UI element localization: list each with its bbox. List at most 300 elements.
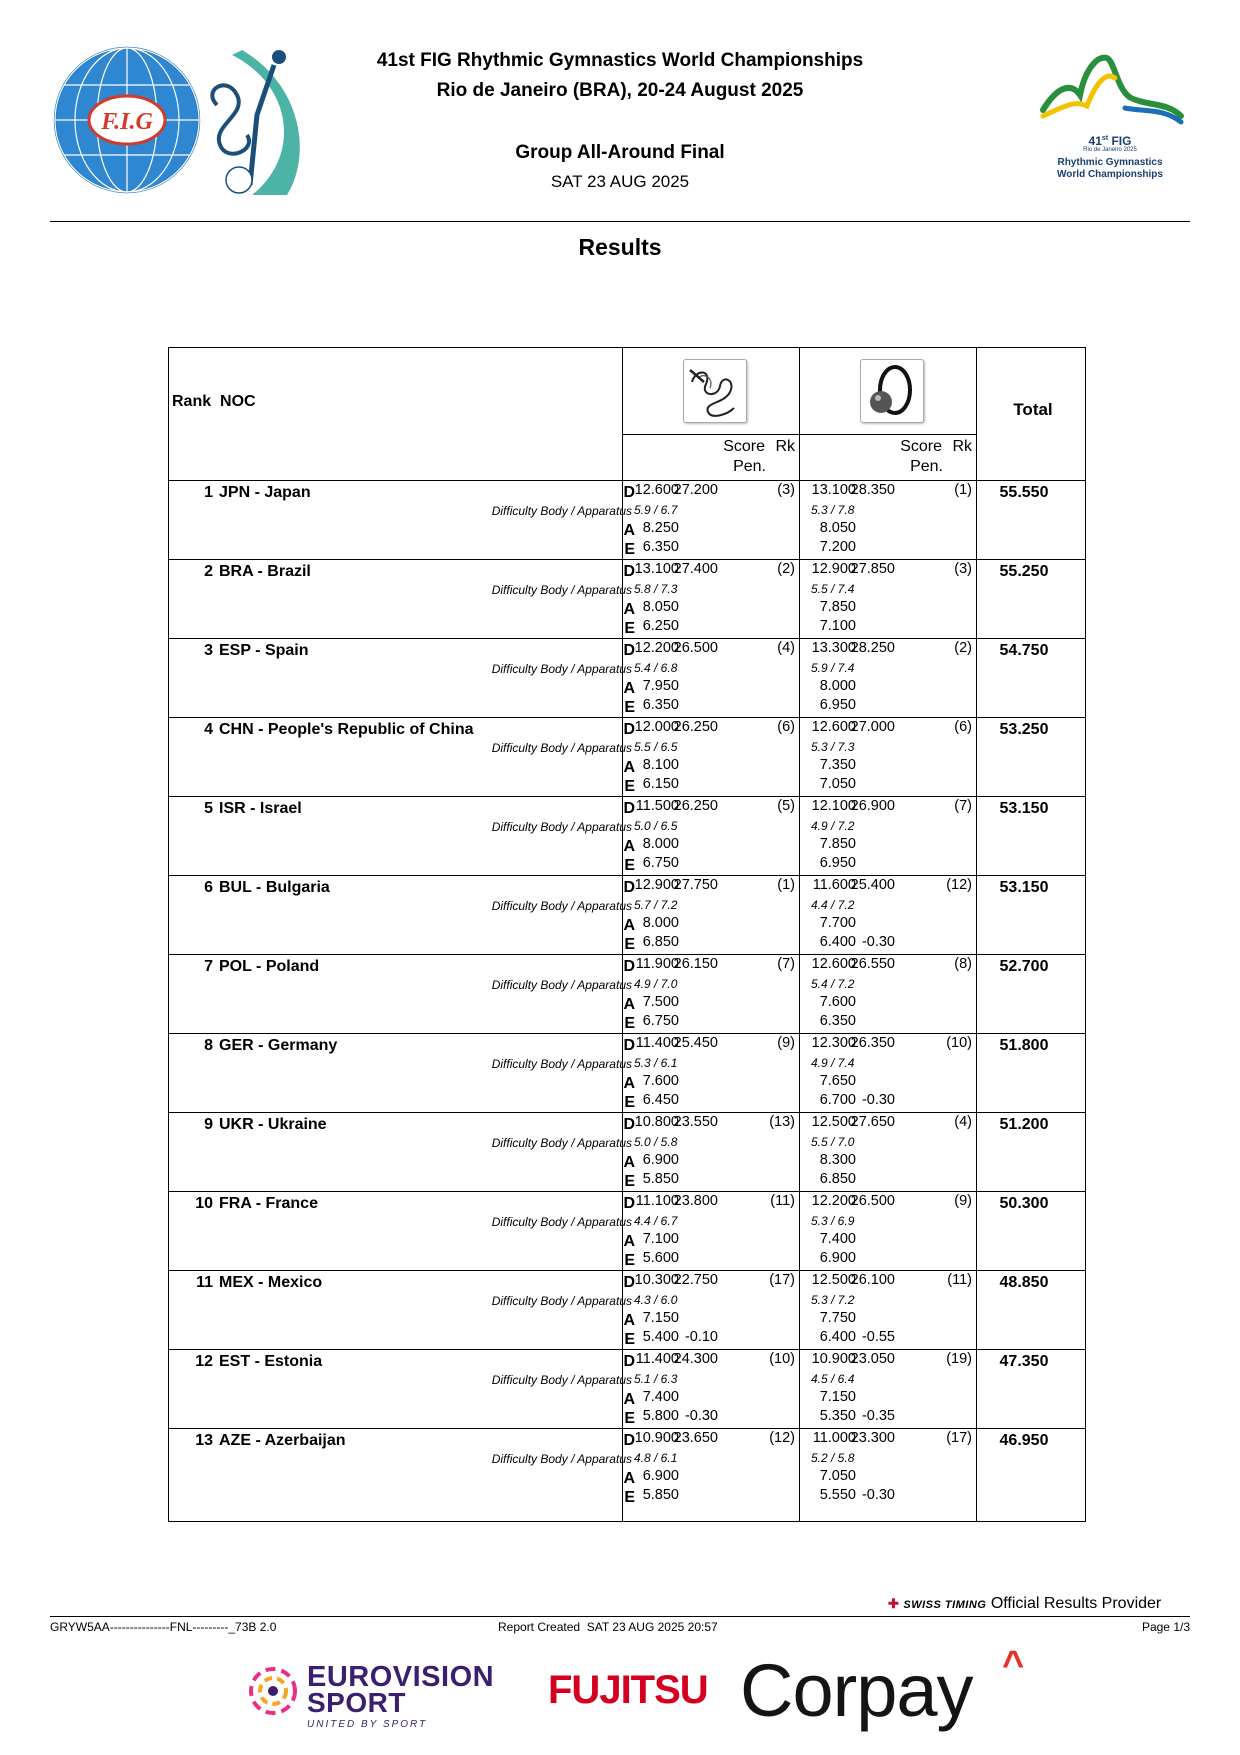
app1-score: 22.750 bbox=[673, 1272, 718, 1288]
rank: 10 bbox=[195, 1195, 213, 1212]
app2-d-score: 12.300 bbox=[811, 1035, 856, 1051]
app2-d-score: 12.900 bbox=[811, 561, 856, 577]
label-difficulty: Difficulty Body / Apparatus bbox=[491, 899, 632, 913]
label-difficulty: Difficulty Body / Apparatus bbox=[491, 504, 632, 518]
table-row bbox=[169, 1428, 1085, 1508]
ball-hoop-icon bbox=[860, 359, 924, 423]
label-e: E bbox=[624, 620, 635, 637]
app1-difficulty-body-apparatus: 5.0 / 5.8 bbox=[634, 1135, 678, 1149]
label-d: D bbox=[623, 1195, 635, 1212]
app1-e-score: 6.750 bbox=[642, 1013, 679, 1029]
app2-penalty: -0.30 bbox=[861, 1487, 895, 1503]
label-e: E bbox=[624, 699, 635, 716]
app2-score: 27.000 bbox=[850, 719, 895, 735]
app1-e-score: 5.800 bbox=[642, 1408, 679, 1424]
app2-d-score: 13.300 bbox=[811, 640, 856, 656]
app2-e-score: 6.900 bbox=[819, 1250, 856, 1266]
label-e: E bbox=[624, 857, 635, 874]
app2-score: 27.650 bbox=[850, 1114, 895, 1130]
app2-rank: (12) bbox=[946, 877, 972, 893]
app2-difficulty-body-apparatus: 4.9 / 7.4 bbox=[811, 1056, 855, 1070]
noc: POL - Poland bbox=[219, 958, 320, 975]
app1-rank: (4) bbox=[777, 640, 795, 656]
corpay-caret-icon: ^ bbox=[1002, 1644, 1024, 1686]
provider-text: Official Results Provider bbox=[990, 1595, 1162, 1612]
label-e: E bbox=[624, 1410, 635, 1427]
app1-difficulty-body-apparatus: 5.0 / 6.5 bbox=[634, 819, 678, 833]
total: 55.550 bbox=[999, 484, 1049, 501]
app1-rank: (2) bbox=[777, 561, 795, 577]
label-d: D bbox=[623, 1274, 635, 1291]
app1-score: 25.450 bbox=[673, 1035, 718, 1051]
label-e: E bbox=[624, 936, 635, 953]
label-e: E bbox=[624, 541, 635, 558]
app1-rank: (10) bbox=[769, 1351, 795, 1367]
subheader-divider bbox=[622, 434, 976, 435]
label-e: E bbox=[624, 1252, 635, 1269]
app1-score: 27.200 bbox=[673, 482, 718, 498]
app2-a-score: 7.350 bbox=[819, 757, 856, 773]
total: 54.750 bbox=[999, 642, 1049, 659]
app1-rank: (17) bbox=[769, 1272, 795, 1288]
noc: AZE - Azerbaijan bbox=[219, 1432, 346, 1449]
header-total: Total bbox=[1013, 400, 1053, 419]
sponsor-corpay bbox=[740, 1644, 1024, 1733]
app2-difficulty-body-apparatus: 5.9 / 7.4 bbox=[811, 661, 855, 675]
table-row bbox=[169, 954, 1085, 1034]
app1-e-score: 6.450 bbox=[642, 1092, 679, 1108]
app2-rank: (8) bbox=[954, 956, 972, 972]
app1-e-score: 6.150 bbox=[642, 776, 679, 792]
label-a: A bbox=[623, 1312, 635, 1329]
app1-difficulty-body-apparatus: 5.7 / 7.2 bbox=[634, 898, 678, 912]
app2-a-score: 8.300 bbox=[819, 1152, 856, 1168]
app1-a-score: 8.000 bbox=[642, 915, 679, 931]
rank: 2 bbox=[204, 563, 213, 580]
app1-d-score: 11.400 bbox=[635, 1035, 679, 1051]
app2-difficulty-body-apparatus: 5.2 / 5.8 bbox=[811, 1451, 855, 1465]
app1-difficulty-body-apparatus: 5.1 / 6.3 bbox=[634, 1372, 678, 1386]
sponsor1-line1: EUROVISION bbox=[307, 1661, 495, 1693]
sponsor-fujitsu: FUJITSU bbox=[548, 1668, 708, 1712]
app1-rank: (9) bbox=[777, 1035, 795, 1051]
label-a: A bbox=[623, 1391, 635, 1408]
event-logo-line-1: Rhythmic Gymnastics bbox=[1057, 157, 1163, 168]
app1-rank: (3) bbox=[777, 482, 795, 498]
app1-d-score: 13.100 bbox=[634, 561, 679, 577]
sponsor1-line2: SPORT bbox=[307, 1687, 406, 1718]
app2-e-score: 5.550 bbox=[819, 1487, 856, 1503]
app1-d-score: 12.200 bbox=[634, 640, 679, 656]
label-e: E bbox=[624, 778, 635, 795]
app1-d-score: 10.800 bbox=[634, 1114, 679, 1130]
eurovision-heart-icon bbox=[245, 1663, 301, 1719]
noc: JPN - Japan bbox=[219, 484, 311, 501]
total: 47.350 bbox=[999, 1353, 1049, 1370]
app2-score: 28.350 bbox=[850, 482, 895, 498]
swiss-timing-brand: SWISS TIMING bbox=[903, 1599, 987, 1611]
noc: FRA - France bbox=[219, 1195, 318, 1212]
app2-score: 23.300 bbox=[850, 1430, 895, 1446]
label-d: D bbox=[623, 484, 635, 501]
label-difficulty: Difficulty Body / Apparatus bbox=[491, 1057, 632, 1071]
label-a: A bbox=[623, 1154, 635, 1171]
app1-d-score: 11.500 bbox=[635, 798, 679, 814]
total: 48.850 bbox=[999, 1274, 1049, 1291]
app2-score: 25.400 bbox=[850, 877, 895, 893]
app2-a-score: 7.600 bbox=[819, 994, 856, 1010]
app2-penalty: -0.55 bbox=[861, 1329, 895, 1345]
app1-a-score: 6.900 bbox=[642, 1468, 679, 1484]
label-d: D bbox=[623, 721, 635, 738]
app2-e-score: 7.050 bbox=[819, 776, 856, 792]
app1-e-score: 6.350 bbox=[642, 539, 679, 555]
table-row bbox=[169, 717, 1085, 797]
app2-e-score: 6.850 bbox=[819, 1171, 856, 1187]
results-provider bbox=[888, 1595, 1161, 1613]
app2-e-score: 6.950 bbox=[819, 697, 856, 713]
app1-score: 26.250 bbox=[673, 798, 718, 814]
app1-score: 23.650 bbox=[673, 1430, 718, 1446]
app2-d-score: 12.100 bbox=[811, 798, 856, 814]
header-divider bbox=[50, 221, 1190, 222]
label-difficulty: Difficulty Body / Apparatus bbox=[491, 583, 632, 597]
app1-d-score: 12.000 bbox=[634, 719, 679, 735]
label-d: D bbox=[623, 800, 635, 817]
table-row bbox=[169, 559, 1085, 639]
app2-score: 27.850 bbox=[850, 561, 895, 577]
noc: UKR - Ukraine bbox=[219, 1116, 327, 1133]
app2-rank: (2) bbox=[954, 640, 972, 656]
sponsor-eurovision-sport bbox=[245, 1655, 505, 1735]
app1-penalty: -0.30 bbox=[684, 1408, 718, 1424]
app2-difficulty-body-apparatus: 4.9 / 7.2 bbox=[811, 819, 855, 833]
total: 51.800 bbox=[999, 1037, 1049, 1054]
app1-a-score: 8.100 bbox=[642, 757, 679, 773]
label-a: A bbox=[623, 838, 635, 855]
app2-d-score: 12.500 bbox=[811, 1114, 856, 1130]
label-d: D bbox=[623, 642, 635, 659]
rank: 4 bbox=[204, 721, 213, 738]
total: 50.300 bbox=[999, 1195, 1049, 1212]
header-rk-2: Rk bbox=[952, 438, 972, 455]
event-date: SAT 23 AUG 2025 bbox=[550, 172, 690, 191]
title-line-2: Rio de Janeiro (BRA), 20-24 August 2025 bbox=[436, 80, 804, 101]
label-difficulty: Difficulty Body / Apparatus bbox=[491, 662, 632, 676]
label-e: E bbox=[624, 1331, 635, 1348]
table-row bbox=[169, 796, 1085, 876]
app1-d-score: 12.900 bbox=[634, 877, 679, 893]
app2-d-score: 10.900 bbox=[811, 1351, 856, 1367]
label-d: D bbox=[623, 1037, 635, 1054]
table-row bbox=[169, 1112, 1085, 1192]
app1-d-score: 11.400 bbox=[635, 1351, 679, 1367]
app2-a-score: 8.000 bbox=[819, 678, 856, 694]
rank: 5 bbox=[204, 800, 213, 817]
event-logo bbox=[1035, 50, 1185, 190]
event-logo-city: Rio de Janeiro 2025 bbox=[1083, 147, 1137, 153]
app2-e-score: 6.950 bbox=[819, 855, 856, 871]
event-name: Group All-Around Final bbox=[515, 142, 725, 163]
label-a: A bbox=[623, 680, 635, 697]
app2-e-score: 7.100 bbox=[819, 618, 856, 634]
label-d: D bbox=[623, 1116, 635, 1133]
total: 53.150 bbox=[999, 879, 1049, 896]
app1-difficulty-body-apparatus: 4.3 / 6.0 bbox=[634, 1293, 678, 1307]
app1-a-score: 7.500 bbox=[642, 994, 679, 1010]
app2-difficulty-body-apparatus: 5.4 / 7.2 bbox=[811, 977, 855, 991]
app2-d-score: 11.600 bbox=[812, 877, 856, 893]
app2-rank: (10) bbox=[946, 1035, 972, 1051]
noc: EST - Estonia bbox=[219, 1353, 323, 1370]
app2-rank: (17) bbox=[946, 1430, 972, 1446]
label-a: A bbox=[623, 1075, 635, 1092]
sponsor1-tagline: UNITED BY SPORT bbox=[307, 1719, 428, 1730]
table-row bbox=[169, 638, 1085, 718]
noc: BRA - Brazil bbox=[219, 563, 311, 580]
app1-score: 26.500 bbox=[673, 640, 718, 656]
app2-score: 26.900 bbox=[850, 798, 895, 814]
table-row bbox=[169, 480, 1085, 560]
app1-score: 26.150 bbox=[673, 956, 718, 972]
label-difficulty: Difficulty Body / Apparatus bbox=[491, 1373, 632, 1387]
label-difficulty: Difficulty Body / Apparatus bbox=[491, 1294, 632, 1308]
app2-difficulty-body-apparatus: 5.3 / 7.3 bbox=[811, 740, 855, 754]
app2-difficulty-body-apparatus: 5.3 / 6.9 bbox=[811, 1214, 855, 1228]
app2-difficulty-body-apparatus: 5.3 / 7.8 bbox=[811, 503, 855, 517]
header-rank-noc: Rank NOC bbox=[172, 393, 256, 410]
label-d: D bbox=[623, 879, 635, 896]
app2-e-score: 6.400 bbox=[819, 934, 856, 950]
event-logo-line-2: World Championships bbox=[1057, 169, 1163, 180]
noc: ISR - Israel bbox=[219, 800, 302, 817]
app1-difficulty-body-apparatus: 5.9 / 6.7 bbox=[634, 503, 678, 517]
table-row bbox=[169, 1191, 1085, 1271]
label-e: E bbox=[624, 1489, 635, 1506]
app2-score: 26.100 bbox=[850, 1272, 895, 1288]
app2-d-score: 13.100 bbox=[811, 482, 856, 498]
table-row bbox=[169, 1349, 1085, 1429]
app2-d-score: 12.200 bbox=[811, 1193, 856, 1209]
footer-divider bbox=[50, 1616, 1190, 1617]
app1-difficulty-body-apparatus: 5.4 / 6.8 bbox=[634, 661, 678, 675]
app1-e-score: 5.850 bbox=[642, 1171, 679, 1187]
rank: 3 bbox=[204, 642, 213, 659]
app1-rank: (6) bbox=[777, 719, 795, 735]
app1-e-score: 5.600 bbox=[642, 1250, 679, 1266]
app1-rank: (7) bbox=[777, 956, 795, 972]
app1-rank: (12) bbox=[769, 1430, 795, 1446]
label-d: D bbox=[623, 958, 635, 975]
rank: 9 bbox=[204, 1116, 213, 1133]
app2-rank: (7) bbox=[954, 798, 972, 814]
rank: 12 bbox=[195, 1353, 213, 1370]
app2-a-score: 7.400 bbox=[819, 1231, 856, 1247]
app1-rank: (1) bbox=[777, 877, 795, 893]
app1-a-score: 7.600 bbox=[642, 1073, 679, 1089]
app1-a-score: 6.900 bbox=[642, 1152, 679, 1168]
event-logo-edition: 41st FIG bbox=[1088, 134, 1132, 148]
app2-a-score: 7.850 bbox=[819, 599, 856, 615]
noc: GER - Germany bbox=[219, 1037, 338, 1054]
app2-a-score: 8.050 bbox=[819, 520, 856, 536]
app2-score: 23.050 bbox=[850, 1351, 895, 1367]
app1-e-score: 6.850 bbox=[642, 934, 679, 950]
app2-score: 26.500 bbox=[850, 1193, 895, 1209]
app1-score: 24.300 bbox=[673, 1351, 718, 1367]
app1-score: 23.800 bbox=[673, 1193, 718, 1209]
swiss-timing-mark-icon: ✚ bbox=[888, 1596, 899, 1611]
app1-a-score: 7.100 bbox=[642, 1231, 679, 1247]
total: 53.150 bbox=[999, 800, 1049, 817]
app1-difficulty-body-apparatus: 5.3 / 6.1 bbox=[634, 1056, 678, 1070]
label-difficulty: Difficulty Body / Apparatus bbox=[491, 1452, 632, 1466]
table-row bbox=[169, 875, 1085, 955]
rank: 7 bbox=[204, 958, 213, 975]
app2-e-score: 7.200 bbox=[819, 539, 856, 555]
app2-penalty: -0.35 bbox=[861, 1408, 895, 1424]
rank: 8 bbox=[204, 1037, 213, 1054]
app1-a-score: 7.400 bbox=[642, 1389, 679, 1405]
header-pen-2: Pen. bbox=[910, 458, 943, 475]
label-d: D bbox=[623, 1432, 635, 1449]
app1-a-score: 7.950 bbox=[642, 678, 679, 694]
label-a: A bbox=[623, 522, 635, 539]
app2-a-score: 7.650 bbox=[819, 1073, 856, 1089]
app1-score: 23.550 bbox=[673, 1114, 718, 1130]
app1-e-score: 5.400 bbox=[642, 1329, 679, 1345]
label-a: A bbox=[623, 1233, 635, 1250]
app1-e-score: 6.250 bbox=[642, 618, 679, 634]
label-difficulty: Difficulty Body / Apparatus bbox=[491, 1215, 632, 1229]
app2-d-score: 12.500 bbox=[811, 1272, 856, 1288]
page-number: Page 1/3 bbox=[1141, 1620, 1190, 1634]
app1-d-score: 11.100 bbox=[635, 1193, 679, 1209]
app1-d-score: 10.300 bbox=[634, 1272, 679, 1288]
app2-rank: (11) bbox=[947, 1272, 972, 1288]
app2-a-score: 7.050 bbox=[819, 1468, 856, 1484]
rank: 6 bbox=[204, 879, 213, 896]
table-row bbox=[169, 1270, 1085, 1350]
app1-score: 27.400 bbox=[673, 561, 718, 577]
label-a: A bbox=[623, 917, 635, 934]
label-a: A bbox=[623, 1470, 635, 1487]
noc: ESP - Spain bbox=[219, 642, 309, 659]
app2-penalty: -0.30 bbox=[861, 934, 895, 950]
app2-rank: (3) bbox=[954, 561, 972, 577]
rank: 11 bbox=[196, 1274, 213, 1291]
header-rk-1: Rk bbox=[775, 438, 795, 455]
app1-d-score: 11.900 bbox=[635, 956, 679, 972]
app1-e-score: 6.750 bbox=[642, 855, 679, 871]
app1-difficulty-body-apparatus: 5.8 / 7.3 bbox=[634, 582, 678, 596]
label-difficulty: Difficulty Body / Apparatus bbox=[491, 820, 632, 834]
sugarloaf-logo-icon bbox=[1035, 50, 1185, 126]
rank: 1 bbox=[204, 484, 213, 501]
total: 55.250 bbox=[999, 563, 1049, 580]
app2-difficulty-body-apparatus: 4.5 / 6.4 bbox=[811, 1372, 855, 1386]
app2-a-score: 7.700 bbox=[819, 915, 856, 931]
app2-difficulty-body-apparatus: 5.5 / 7.0 bbox=[811, 1135, 855, 1149]
app2-e-score: 5.350 bbox=[819, 1408, 856, 1424]
app2-d-score: 12.600 bbox=[811, 719, 856, 735]
total: 52.700 bbox=[999, 958, 1049, 975]
header-pen-1: Pen. bbox=[733, 458, 766, 475]
app1-a-score: 8.000 bbox=[642, 836, 679, 852]
label-e: E bbox=[624, 1015, 635, 1032]
results-table bbox=[168, 347, 1086, 1522]
app1-difficulty-body-apparatus: 5.5 / 6.5 bbox=[634, 740, 678, 754]
app1-a-score: 7.150 bbox=[642, 1310, 679, 1326]
app2-d-score: 12.600 bbox=[811, 956, 856, 972]
app1-difficulty-body-apparatus: 4.8 / 6.1 bbox=[634, 1451, 678, 1465]
label-d: D bbox=[623, 1353, 635, 1370]
app2-e-score: 6.350 bbox=[819, 1013, 856, 1029]
app1-rank: (13) bbox=[769, 1114, 795, 1130]
app2-score: 26.350 bbox=[850, 1035, 895, 1051]
app1-difficulty-body-apparatus: 4.4 / 6.7 bbox=[634, 1214, 678, 1228]
label-e: E bbox=[624, 1094, 635, 1111]
label-a: A bbox=[623, 601, 635, 618]
app2-rank: (9) bbox=[954, 1193, 972, 1209]
header-score-1: Score bbox=[723, 438, 765, 455]
app2-a-score: 7.850 bbox=[819, 836, 856, 852]
app1-d-score: 10.900 bbox=[634, 1430, 679, 1446]
app1-score: 27.750 bbox=[673, 877, 718, 893]
app2-a-score: 7.150 bbox=[819, 1389, 856, 1405]
document-code: GRYW5AA---------------FNL---------_73B 2.0 bbox=[50, 1620, 277, 1634]
app1-rank: (11) bbox=[770, 1193, 795, 1209]
label-difficulty: Difficulty Body / Apparatus bbox=[491, 978, 632, 992]
rank: 13 bbox=[195, 1432, 213, 1449]
label-d: D bbox=[623, 563, 635, 580]
app2-difficulty-body-apparatus: 5.3 / 7.2 bbox=[811, 1293, 855, 1307]
header-score-2: Score bbox=[900, 438, 942, 455]
app2-rank: (19) bbox=[946, 1351, 972, 1367]
app2-difficulty-body-apparatus: 4.4 / 7.2 bbox=[811, 898, 855, 912]
app1-e-score: 6.350 bbox=[642, 697, 679, 713]
app2-score: 28.250 bbox=[850, 640, 895, 656]
label-difficulty: Difficulty Body / Apparatus bbox=[491, 741, 632, 755]
table-row bbox=[169, 1033, 1085, 1113]
ribbon-icon bbox=[683, 359, 747, 423]
fig-logo-text: F.I.G bbox=[101, 109, 153, 135]
app2-score: 26.550 bbox=[850, 956, 895, 972]
app2-d-score: 11.000 bbox=[812, 1430, 856, 1446]
app2-e-score: 6.400 bbox=[819, 1329, 856, 1345]
title-line-1: 41st FIG Rhythmic Gymnastics World Championships bbox=[376, 50, 864, 71]
app2-rank: (1) bbox=[954, 482, 972, 498]
app2-difficulty-body-apparatus: 5.5 / 7.4 bbox=[811, 582, 855, 596]
app2-rank: (4) bbox=[954, 1114, 972, 1130]
app1-a-score: 8.050 bbox=[642, 599, 679, 615]
app1-d-score: 12.600 bbox=[634, 482, 679, 498]
sponsor3-name: Corpay bbox=[740, 1649, 973, 1732]
label-e: E bbox=[624, 1173, 635, 1190]
label-difficulty: Difficulty Body / Apparatus bbox=[491, 1136, 632, 1150]
label-a: A bbox=[623, 996, 635, 1013]
results-title: Results bbox=[578, 234, 662, 260]
total: 53.250 bbox=[999, 721, 1049, 738]
app2-rank: (6) bbox=[954, 719, 972, 735]
app1-rank: (5) bbox=[777, 798, 795, 814]
noc: CHN - People's Republic of China bbox=[219, 721, 474, 738]
label-a: A bbox=[623, 759, 635, 776]
app1-penalty: -0.10 bbox=[684, 1329, 718, 1345]
app1-score: 26.250 bbox=[673, 719, 718, 735]
total: 46.950 bbox=[999, 1432, 1049, 1449]
report-created: Report Created SAT 23 AUG 2025 20:57 bbox=[498, 1620, 718, 1634]
